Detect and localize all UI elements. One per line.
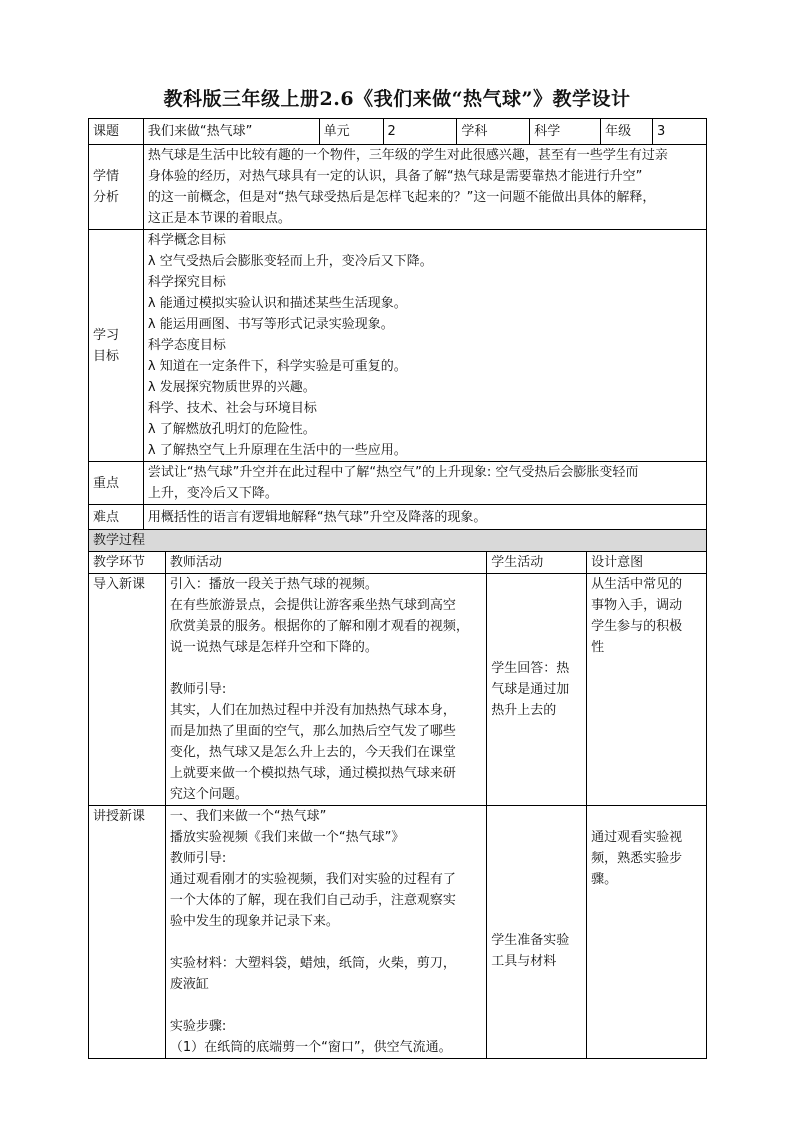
col-student: 学生活动 (487, 552, 587, 574)
process-row-intro (89, 574, 707, 806)
goals-label-line-1: 学习 (93, 327, 120, 343)
process-heading-row (89, 530, 707, 552)
subject-value: 科学 (530, 119, 601, 145)
teacher-line: 引入：播放一段关于热气球的视频。 (169, 577, 378, 592)
analysis-line: 这正是本节课的着眼点。 (147, 211, 291, 226)
key-points-label: 重点 (89, 462, 144, 505)
design-intent-cell (587, 574, 707, 806)
key-points-row (89, 462, 707, 505)
intent-line: 频，熟悉实验步 (591, 851, 683, 866)
teacher-line: 实验步骤: (169, 1019, 227, 1034)
goal-item: λ 能运用画图、书写等形式记录实验现象。 (147, 317, 394, 332)
difficulty-label: 难点 (89, 505, 144, 531)
lesson-value: 我们来做“热气球” (143, 119, 319, 145)
unit-label: 单元 (319, 119, 383, 145)
student-activity-cell (487, 806, 587, 1059)
teacher-line: 教师引导: (169, 851, 227, 866)
teacher-activity-cell (165, 574, 486, 806)
intent-line: 性 (591, 640, 605, 655)
grade-label: 年级 (601, 119, 653, 145)
teacher-line: 在有些旅游景点，会提供让游客乘坐热气球到高空 (169, 598, 456, 613)
goals-text (143, 230, 706, 462)
unit-value: 2 (383, 119, 457, 145)
teacher-line: 其实，人们在加热过程中并没有加热热气球本身， (169, 703, 456, 718)
teacher-line: 说一说热气球是怎样升空和下降的。 (169, 640, 378, 655)
goals-row (89, 230, 707, 462)
intent-line: 事物入手，调动 (591, 598, 683, 613)
goal-heading: 科学态度目标 (147, 338, 226, 353)
student-activity-cell (487, 574, 587, 806)
process-heading: 教学过程 (89, 530, 707, 552)
student-line: 学生回答：热 (491, 661, 570, 676)
key-points-text (143, 462, 706, 505)
teacher-line: 通过观看刚才的实验视频，我们对实验的过程有了 (169, 872, 456, 887)
key-points-line: 尝试让“热气球”升空并在此过程中了解“热空气”的上升现象: 空气受热后会膨胀变轻而 (147, 465, 639, 480)
goal-heading: 科学概念目标 (147, 233, 226, 248)
goal-item: λ 发展探究物质世界的兴趣。 (147, 380, 316, 395)
process-row-new-lesson (89, 806, 707, 1059)
analysis-line: 身体验的经历，对热气球具有一定的认识，具备了解“热气球是需要靠热才能进行升空” (147, 169, 643, 184)
goal-item: λ 能通过模拟实验认识和描述某些生活现象。 (147, 296, 407, 311)
teacher-line: 而是加热了里面的空气，那么加热后空气发了哪些 (169, 724, 456, 739)
stage-cell: 讲授新课 (89, 806, 166, 1059)
teacher-line: 实验材料：大塑料袋，蜡烛，纸筒，火柴，剪刀， (169, 956, 456, 971)
info-table (88, 118, 707, 531)
blank-line (170, 658, 482, 679)
blank-line (170, 932, 482, 953)
difficulty-text: 用概括性的语言有逻辑地解释“热气球”升空及降落的现象。 (143, 505, 706, 531)
teacher-activity-cell (165, 806, 486, 1059)
process-table (88, 529, 707, 1059)
analysis-label (89, 145, 144, 230)
analysis-line: 热气球是生活中比较有趣的一个物件，三年级的学生对此很感兴趣，甚至有一些学生有过亲 (147, 148, 668, 163)
analysis-row (89, 145, 707, 230)
teacher-line: 废液缸 (169, 977, 209, 992)
goal-heading: 科学探究目标 (147, 275, 226, 290)
subject-label: 学科 (457, 119, 530, 145)
col-teacher: 教师活动 (165, 552, 486, 574)
col-intent: 设计意图 (587, 552, 707, 574)
teacher-line: 变化，热气球又是怎么升上去的，今天我们在课堂 (169, 745, 456, 760)
goal-heading: 科学、技术、社会与环境目标 (147, 401, 317, 416)
teacher-line: 播放实验视频《我们来做一个“热气球”》 (169, 830, 405, 845)
lesson-label: 课题 (89, 119, 144, 145)
stage-cell: 导入新课 (89, 574, 166, 806)
key-points-line: 上升，变冷后又下降。 (147, 486, 278, 501)
student-line: 学生准备实验 (491, 933, 570, 948)
goals-label (89, 230, 144, 462)
analysis-label-line-2: 分析 (93, 190, 120, 205)
student-line: 热升上去的 (491, 703, 557, 718)
design-intent-cell (587, 806, 707, 1059)
analysis-text (143, 145, 706, 230)
intent-line: 学生参与的积极 (591, 619, 683, 634)
process-column-headers (89, 552, 707, 574)
blank-line (170, 995, 482, 1016)
student-line: 工具与材料 (491, 954, 557, 969)
intent-line: 从生活中常见的 (591, 577, 683, 592)
intent-line: 骤。 (591, 872, 618, 887)
goal-item: λ 空气受热后会膨胀变轻而上升，变冷后又下降。 (147, 254, 433, 269)
col-stage: 教学环节 (89, 552, 166, 574)
goal-item: λ 知道在一定条件下，科学实验是可重复的。 (147, 359, 407, 374)
student-line: 气球是通过加 (491, 682, 570, 697)
teacher-line: 验中发生的现象并记录下来。 (169, 914, 339, 929)
goals-label-line-2: 目标 (93, 348, 120, 364)
header-row (89, 119, 707, 145)
difficulty-row (89, 505, 707, 531)
intent-line: 通过观看实验视 (591, 830, 683, 845)
teacher-line: 上就要来做一个模拟热气球，通过模拟热气球来研 (169, 766, 456, 781)
analysis-line: 的这一前概念，但是对“热气球受热后是怎样飞起来的？”这一问题不能做出具体的解释， (147, 190, 656, 205)
goal-item: λ 了解燃放孔明灯的危险性。 (147, 422, 316, 437)
document-title: 教科版三年级上册2.6《我们来做“热气球”》教学设计 (163, 88, 631, 110)
teacher-line: 一个大体的了解，现在我们自己动手，注意观察实 (169, 893, 456, 908)
teacher-line: 欣赏美景的服务。根据你的了解和刚才观看的视频， (169, 619, 469, 634)
teacher-line: 教师引导: (169, 682, 227, 697)
teacher-line: 究这个问题。 (169, 787, 248, 802)
analysis-label-line-1: 学情 (93, 169, 120, 184)
grade-value: 3 (653, 119, 707, 145)
goal-item: λ 了解热空气上升原理在生活中的一些应用。 (147, 443, 407, 458)
teacher-line: （1）在纸筒的底端剪一个“窗口”，供空气流通。 (169, 1040, 452, 1055)
teacher-line: 一、我们来做一个“热气球” (169, 809, 327, 824)
